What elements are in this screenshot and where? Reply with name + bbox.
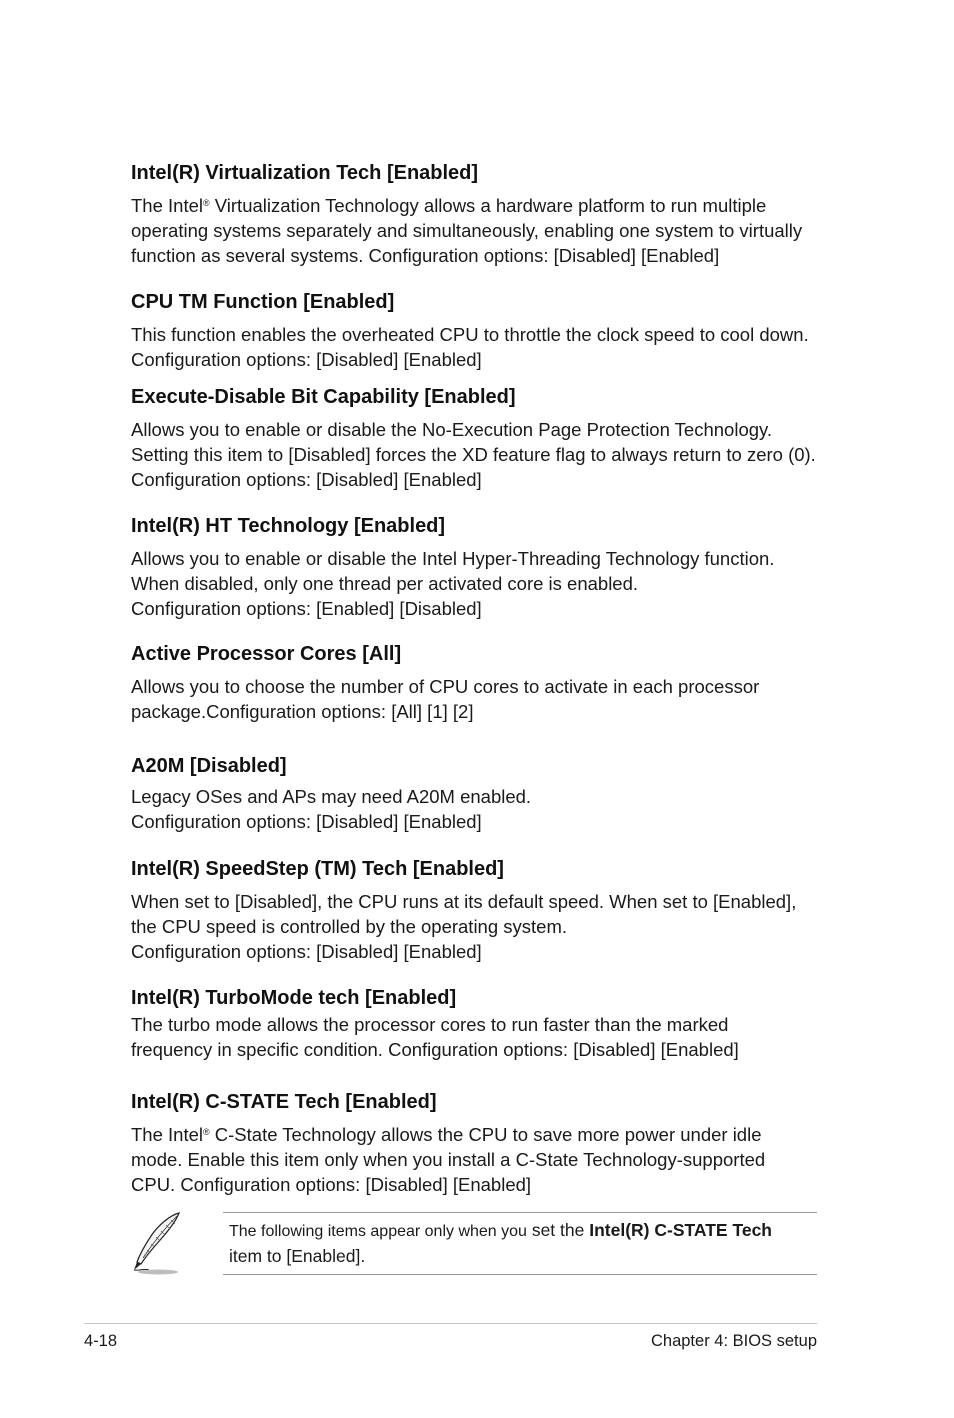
section-body (131, 674, 831, 724)
body-line: Configuration options: [Disabled] [Enabled] (131, 811, 482, 832)
section-heading: A20M [Disabled] (131, 755, 287, 777)
section-body (131, 889, 831, 964)
section-active-processor-cores (131, 642, 831, 724)
section-heading: Intel(R) Virtualization Tech [Enabled] (131, 162, 479, 184)
pen-note-icon (131, 1210, 185, 1276)
section-body (131, 784, 831, 834)
section-heading: Intel(R) TurboMode tech [Enabled] (131, 987, 457, 1009)
body-line: Allows you to enable or disable the No-Execution Page Protection Technology. (131, 419, 773, 440)
section-virtualization-tech (131, 161, 831, 268)
section-turbomode-tech (131, 986, 831, 1062)
section-execute-disable-bit (131, 385, 831, 492)
section-body (131, 1012, 831, 1062)
body-line: This function enables the overheated CPU to throttle the clock speed to cool down. (131, 324, 809, 345)
section-body (131, 546, 831, 621)
body-line: Configuration options: [Enabled] [Disabled] (131, 598, 482, 619)
body-line: The Intel® Virtualization Technology allows a hardware platform to run multiple (131, 195, 767, 216)
section-heading: Intel(R) HT Technology [Enabled] (131, 515, 446, 537)
section-heading: Execute-Disable Bit Capability [Enabled] (131, 386, 516, 408)
note-text (229, 1218, 772, 1269)
body-line: Legacy OSes and APs may need A20M enabled. (131, 786, 532, 807)
body-line: Allows you to choose the number of CPU cores to activate in each processor (131, 676, 760, 697)
body-line: frequency in specific condition. Configuration options: [Disabled] [Enabled] (131, 1039, 739, 1060)
body-line: The Intel® C-State Technology allows the CPU to save more power under idle (131, 1124, 762, 1145)
body-line: function as several systems. Configuration options: [Disabled] [Enabled] (131, 245, 720, 266)
note-divider-top (223, 1212, 817, 1213)
body-line: When set to [Disabled], the CPU runs at its default speed. When set to [Enabled], (131, 891, 797, 912)
note-bold-term: Intel(R) C-STATE Tech (589, 1220, 772, 1240)
body-line: Setting this item to [Disabled] forces the XD feature flag to always return to zero (0). (131, 444, 816, 465)
body-line: Allows you to enable or disable the Intel Hyper-Threading Technology function. (131, 548, 775, 569)
note-box (131, 1210, 817, 1276)
page-number: 4-18 (84, 1332, 118, 1350)
body-line: mode. Enable this item only when you install a C-State Technology-supported (131, 1149, 766, 1170)
registered-mark: ® (203, 198, 210, 208)
body-line: package.Configuration options: [All] [1] [2] (131, 701, 474, 722)
section-heading: CPU TM Function [Enabled] (131, 291, 395, 313)
section-ht-technology (131, 514, 831, 621)
chapter-title: Chapter 4: BIOS setup (650, 1332, 817, 1350)
section-c-state-tech (131, 1090, 831, 1197)
body-line: The turbo mode allows the processor cores to run faster than the marked (131, 1014, 729, 1035)
section-body (131, 1122, 831, 1197)
section-body (131, 417, 831, 492)
body-line: Configuration options: [Disabled] [Enabled] (131, 941, 482, 962)
section-heading: Intel(R) SpeedStep (TM) Tech [Enabled] (131, 858, 504, 880)
section-speedstep-tech (131, 857, 831, 964)
section-a20m (131, 754, 831, 834)
body-line: CPU. Configuration options: [Disabled] [Enabled] (131, 1174, 532, 1195)
section-cpu-tm-function (131, 290, 831, 372)
note-line: item to [Enabled]. (229, 1246, 366, 1266)
body-line: the CPU speed is controlled by the operating system. (131, 916, 568, 937)
registered-mark: ® (203, 1127, 210, 1137)
section-heading: Active Processor Cores [All] (131, 643, 402, 665)
section-heading: Intel(R) C-STATE Tech [Enabled] (131, 1091, 437, 1113)
body-line: Configuration options: [Disabled] [Enabled] (131, 469, 482, 490)
section-body (131, 193, 831, 268)
section-body (131, 322, 831, 372)
note-divider-bottom (223, 1274, 817, 1275)
body-line: When disabled, only one thread per activated core is enabled. (131, 573, 639, 594)
body-line: Configuration options: [Disabled] [Enabled] (131, 349, 482, 370)
footer-divider (84, 1323, 817, 1324)
note-line: The following items appear only when you set the Intel(R) C-STATE Tech (229, 1220, 772, 1240)
body-line: operating systems separately and simultaneously, enabling one system to virtually (131, 220, 803, 241)
